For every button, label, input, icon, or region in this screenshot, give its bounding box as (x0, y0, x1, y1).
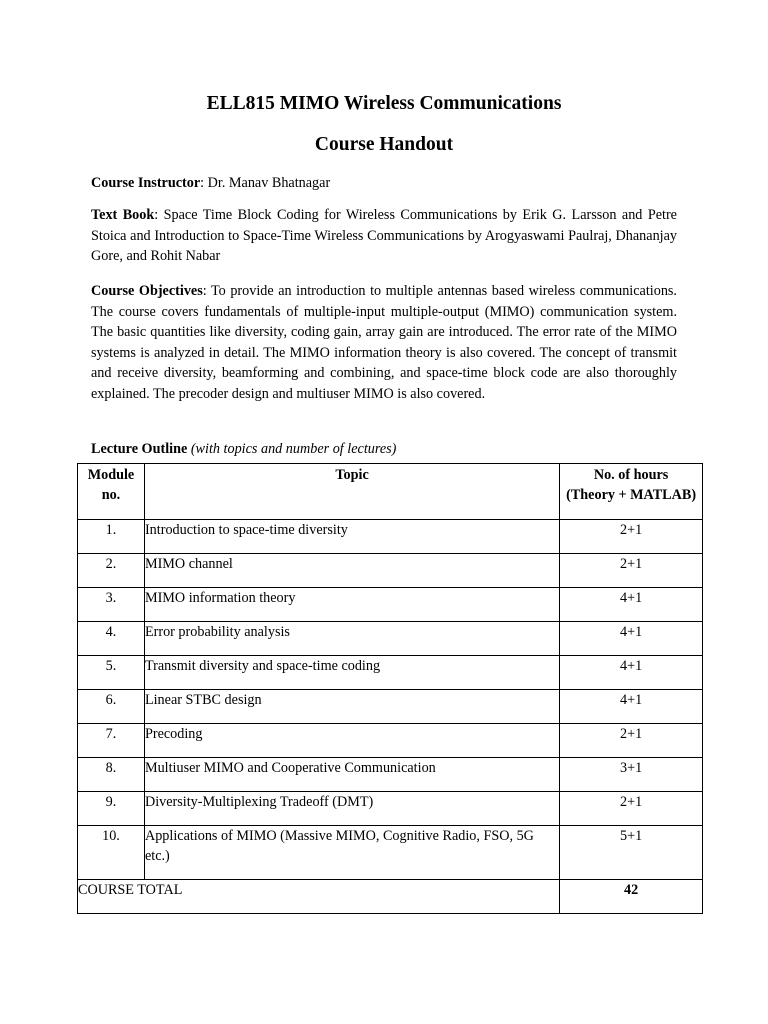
table-row (78, 588, 703, 622)
document-title: ELL815 MIMO Wireless Communications (206, 93, 562, 114)
module-hours: 4+1 (560, 656, 703, 690)
module-hours: 4+1 (560, 622, 703, 656)
table-row (78, 826, 703, 880)
module-topic: MIMO channel (144, 554, 559, 588)
header-module-no (78, 464, 145, 520)
lecture-outline-label: Lecture Outline (91, 441, 188, 457)
text-book-label: Text Book (91, 207, 155, 223)
lecture-outline-note: (with topics and number of lectures) (190, 441, 397, 457)
header-module-line1: Module (87, 467, 135, 483)
table-row (78, 656, 703, 690)
module-topic: Transmit diversity and space-time coding (144, 656, 559, 690)
course-instructor-label: Course Instructor (91, 175, 201, 191)
text-book (91, 205, 677, 267)
header-hours-line1: No. of hours (593, 467, 669, 483)
table-header-row (78, 464, 703, 520)
module-hours: 3+1 (560, 758, 703, 792)
module-hours: 2+1 (560, 520, 703, 554)
module-number: 10. (78, 826, 145, 880)
module-hours: 2+1 (560, 724, 703, 758)
lecture-outline-table (77, 463, 703, 914)
module-topic: Applications of MIMO (Massive MIMO, Cognitive Radio, FSO, 5G etc.) (144, 826, 559, 880)
header-hours-line2: (Theory + MATLAB) (566, 487, 697, 503)
module-number: 8. (78, 758, 145, 792)
module-hours: 4+1 (560, 588, 703, 622)
module-hours: 5+1 (560, 826, 703, 880)
module-number: 6. (78, 690, 145, 724)
module-number: 7. (78, 724, 145, 758)
table-row (78, 520, 703, 554)
course-total-label: COURSE TOTAL (78, 880, 560, 914)
course-objectives (91, 281, 677, 404)
module-topic: Error probability analysis (144, 622, 559, 656)
module-topic: Linear STBC design (144, 690, 559, 724)
course-objectives-value: : To provide an introduction to multiple antennas based wireless communications. The course covers fundamentals of multiple-input multiple-output (MIMO) communication system. The basic quantities like diversity, coding gain, array gain are introduced. The error rate of the MIMO systems is analyzed in detail. The MIMO information theory is also covered. The concept of transmit and receive diversity, beamforming and combining, and space-time block code are also thoroughly explained. The precoder design and multiuser MIMO is also covered. (91, 283, 677, 402)
module-topic: Precoding (144, 724, 559, 758)
course-objectives-label: Course Objectives (91, 283, 203, 299)
module-topic: Multiuser MIMO and Cooperative Communication (144, 758, 559, 792)
table-total-row (78, 880, 703, 914)
module-topic: Diversity-Multiplexing Tradeoff (DMT) (144, 792, 559, 826)
module-hours: 2+1 (560, 792, 703, 826)
document-subtitle: Course Handout (314, 134, 454, 155)
table-row (78, 554, 703, 588)
header-topic: Topic (144, 464, 559, 520)
course-instructor (91, 173, 677, 194)
module-hours: 4+1 (560, 690, 703, 724)
module-number: 4. (78, 622, 145, 656)
module-number: 9. (78, 792, 145, 826)
module-number: 3. (78, 588, 145, 622)
module-topic: MIMO information theory (144, 588, 559, 622)
lecture-outline-heading (91, 439, 396, 459)
course-instructor-value: : Dr. Manav Bhatnagar (200, 175, 331, 191)
table-row (78, 758, 703, 792)
module-hours: 2+1 (560, 554, 703, 588)
module-number: 5. (78, 656, 145, 690)
table-row (78, 622, 703, 656)
module-number: 1. (78, 520, 145, 554)
module-number: 2. (78, 554, 145, 588)
text-book-value: : Space Time Block Coding for Wireless Communications by Erik G. Larsson and Petre Stoica and Introduction to Space-Time Wireless Communications by Arogyaswami Paulraj, Dhananjay Gore, and Rohit Nabar (91, 207, 677, 264)
table-row (78, 690, 703, 724)
header-hours (560, 464, 703, 520)
course-total-value: 42 (560, 880, 703, 914)
header-module-line2: no. (101, 487, 121, 503)
module-topic: Introduction to space-time diversity (144, 520, 559, 554)
table-row (78, 792, 703, 826)
table-row (78, 724, 703, 758)
